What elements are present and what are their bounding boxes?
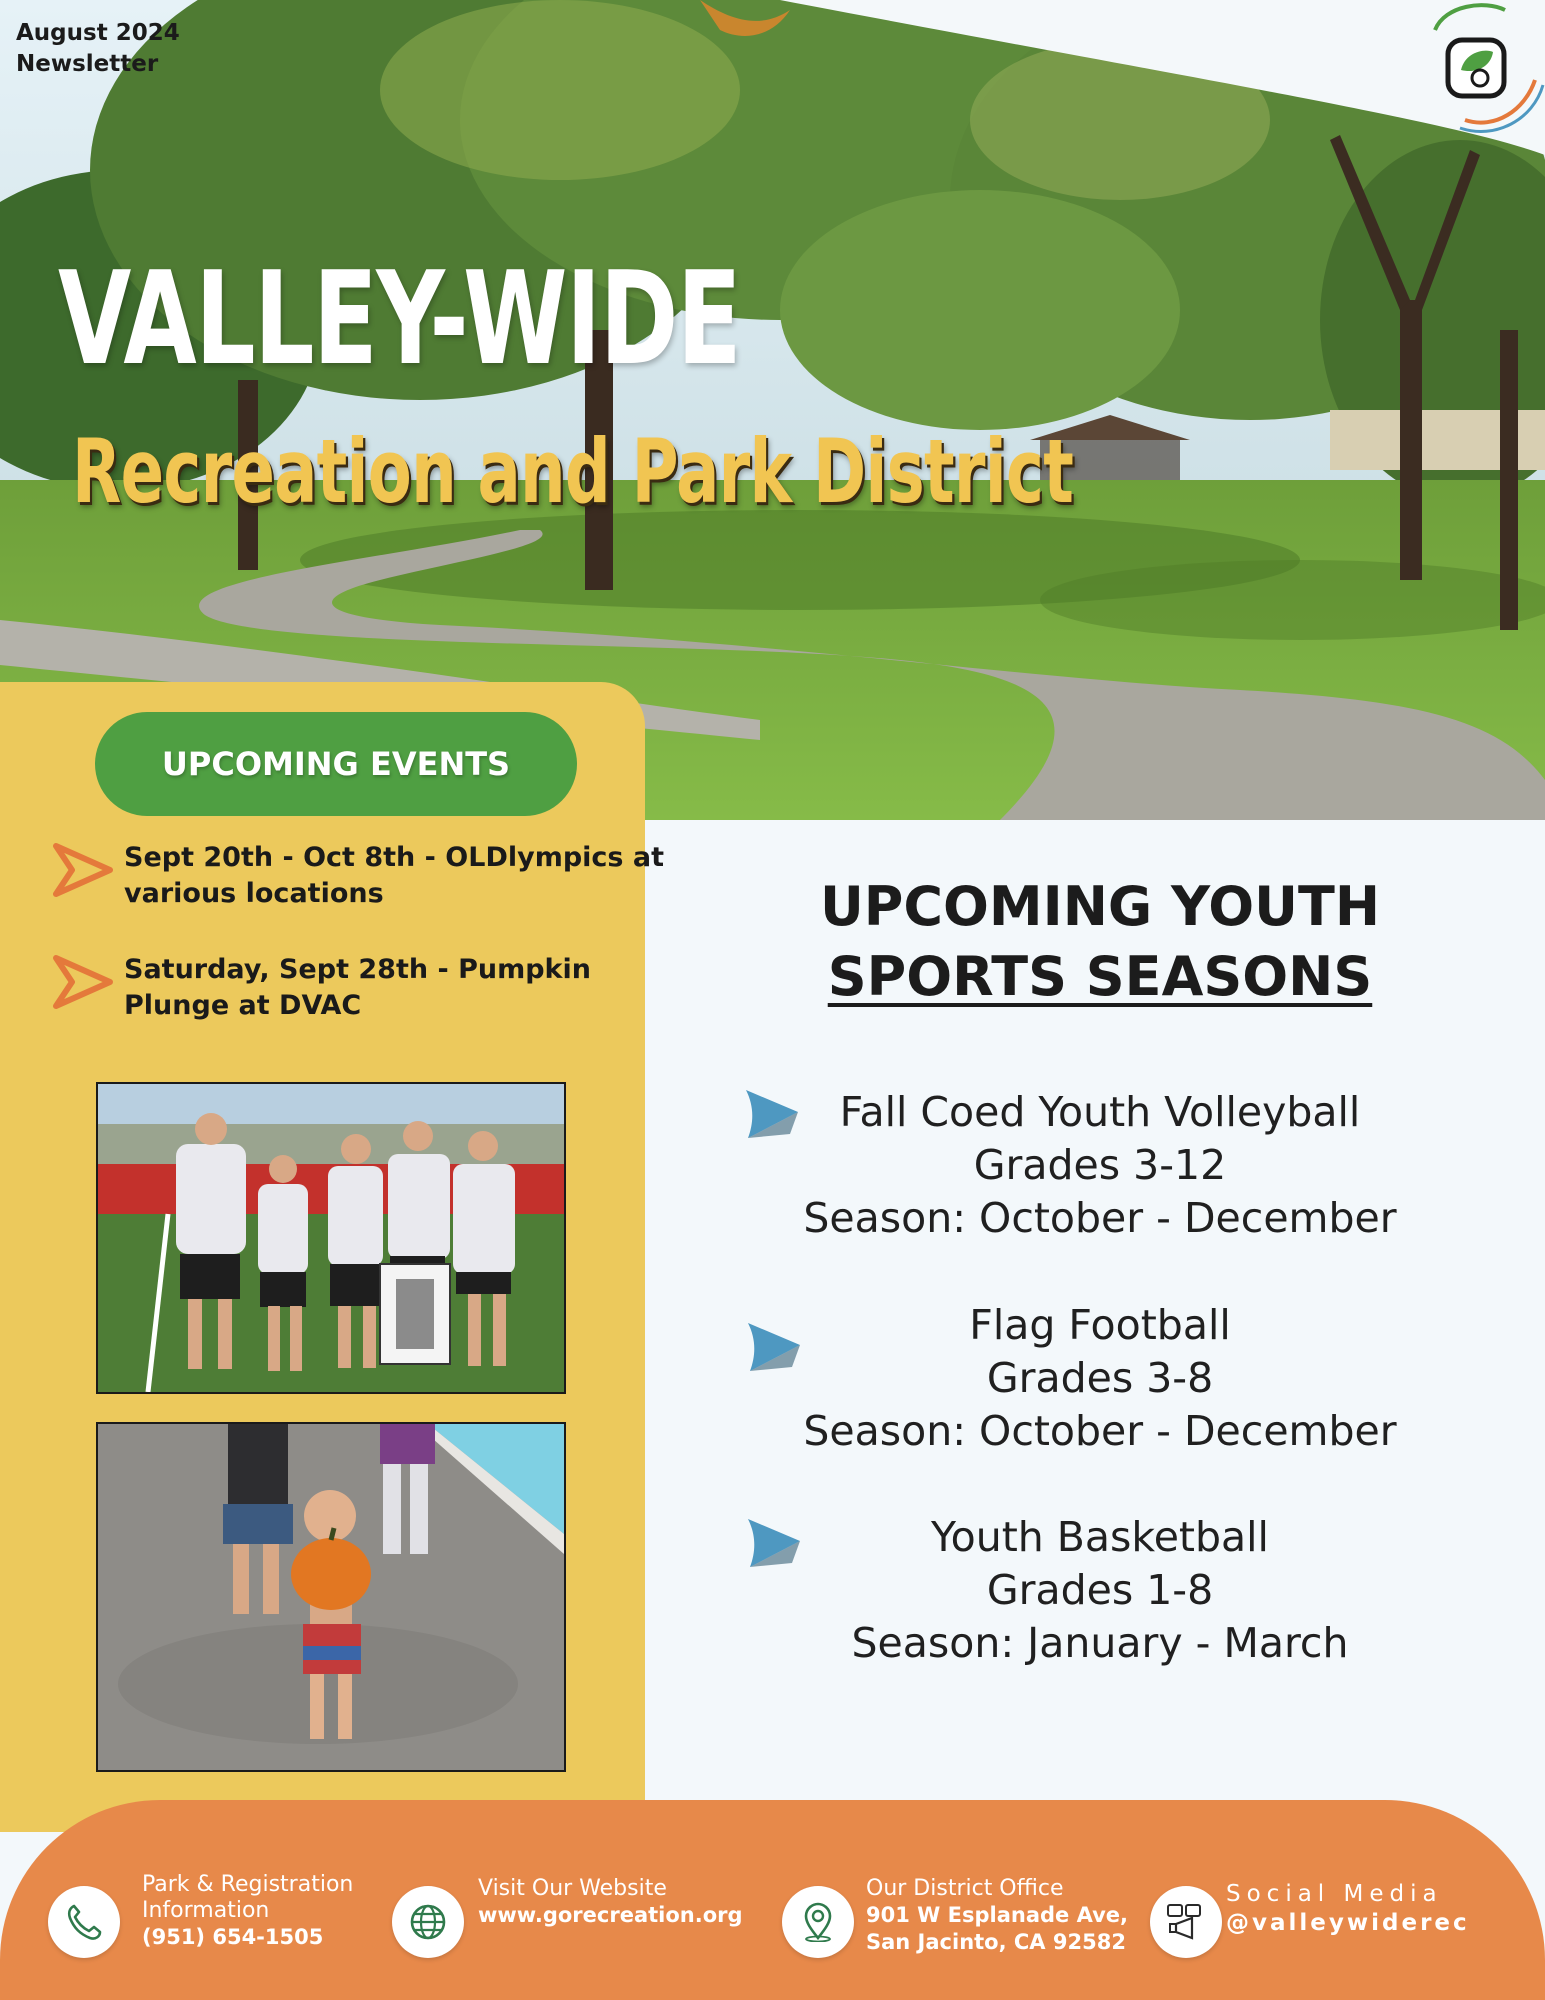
social-contact <box>1226 1880 1526 1938</box>
upcoming-events-heading: UPCOMING EVENTS <box>95 712 577 816</box>
sport-grades: Grades 1-8 <box>986 1566 1214 1614</box>
sport-season: Season: January - March <box>851 1619 1349 1667</box>
sport-name: Fall Coed Youth Volleyball <box>839 1088 1361 1136</box>
sport-grades: Grades 3-12 <box>973 1141 1227 1189</box>
sport-details <box>800 1511 1400 1670</box>
sport-details <box>800 1299 1400 1458</box>
globe-icon[interactable] <box>392 1886 464 1958</box>
sport-details <box>800 1086 1400 1245</box>
youth-sports-heading-line2: SPORTS SEASONS <box>827 945 1373 1008</box>
district-subtitle: Recreation and Park District <box>72 420 1074 523</box>
sport-grades: Grades 3-8 <box>986 1354 1214 1402</box>
event-arrow-icon <box>50 840 116 900</box>
phone-number[interactable]: (951) 654-1505 <box>142 1925 324 1949</box>
social-media-icon[interactable] <box>1150 1886 1222 1958</box>
map-pin-icon[interactable] <box>782 1886 854 1958</box>
sport-arrow-icon <box>744 1515 804 1575</box>
office-contact <box>866 1876 1156 1956</box>
sport-name: Youth Basketball <box>931 1513 1269 1561</box>
event-text: Saturday, Sept 28th - Pumpkin Plunge at DVAC <box>124 954 591 1021</box>
youth-sports-heading-line1: UPCOMING YOUTH <box>819 875 1381 938</box>
event-item <box>50 840 665 920</box>
sport-arrow-icon <box>744 1319 804 1379</box>
pumpkin-plunge-photo <box>96 1422 566 1772</box>
youth-sports-heading <box>700 872 1500 1012</box>
office-address: 901 W Esplanade Ave, San Jacinto, CA 92582 <box>866 1903 1128 1954</box>
district-title: VALLEY-WIDE <box>58 245 741 394</box>
website-contact <box>478 1876 778 1929</box>
sport-season: Season: October - December <box>803 1194 1397 1242</box>
social-label: Social Media <box>1226 1881 1443 1907</box>
event-arrow-icon <box>50 952 116 1012</box>
event-item <box>50 952 640 1032</box>
olympics-group-photo <box>96 1082 566 1394</box>
district-logo-icon <box>1425 0 1545 140</box>
sport-item <box>740 1086 1460 1246</box>
newsletter-date <box>16 18 180 80</box>
sport-arrow-icon <box>742 1086 802 1146</box>
phone-label: Park & Registration Information <box>142 1872 354 1923</box>
newsletter-month: August 2024 <box>16 20 180 46</box>
website-link[interactable]: www.gorecreation.org <box>478 1903 743 1927</box>
event-text: Sept 20th - Oct 8th - OLDlympics at various locations <box>124 842 665 909</box>
sport-item <box>740 1299 1460 1459</box>
phone-contact <box>142 1872 392 1951</box>
sport-name: Flag Football <box>969 1301 1231 1349</box>
newsletter-label: Newsletter <box>16 51 159 77</box>
website-label: Visit Our Website <box>478 1876 667 1901</box>
sport-item <box>740 1511 1460 1671</box>
sport-season: Season: October - December <box>803 1407 1397 1455</box>
phone-icon[interactable] <box>48 1886 120 1958</box>
social-handle[interactable]: @valleywiderec <box>1226 1910 1470 1936</box>
office-label: Our District Office <box>866 1876 1064 1901</box>
